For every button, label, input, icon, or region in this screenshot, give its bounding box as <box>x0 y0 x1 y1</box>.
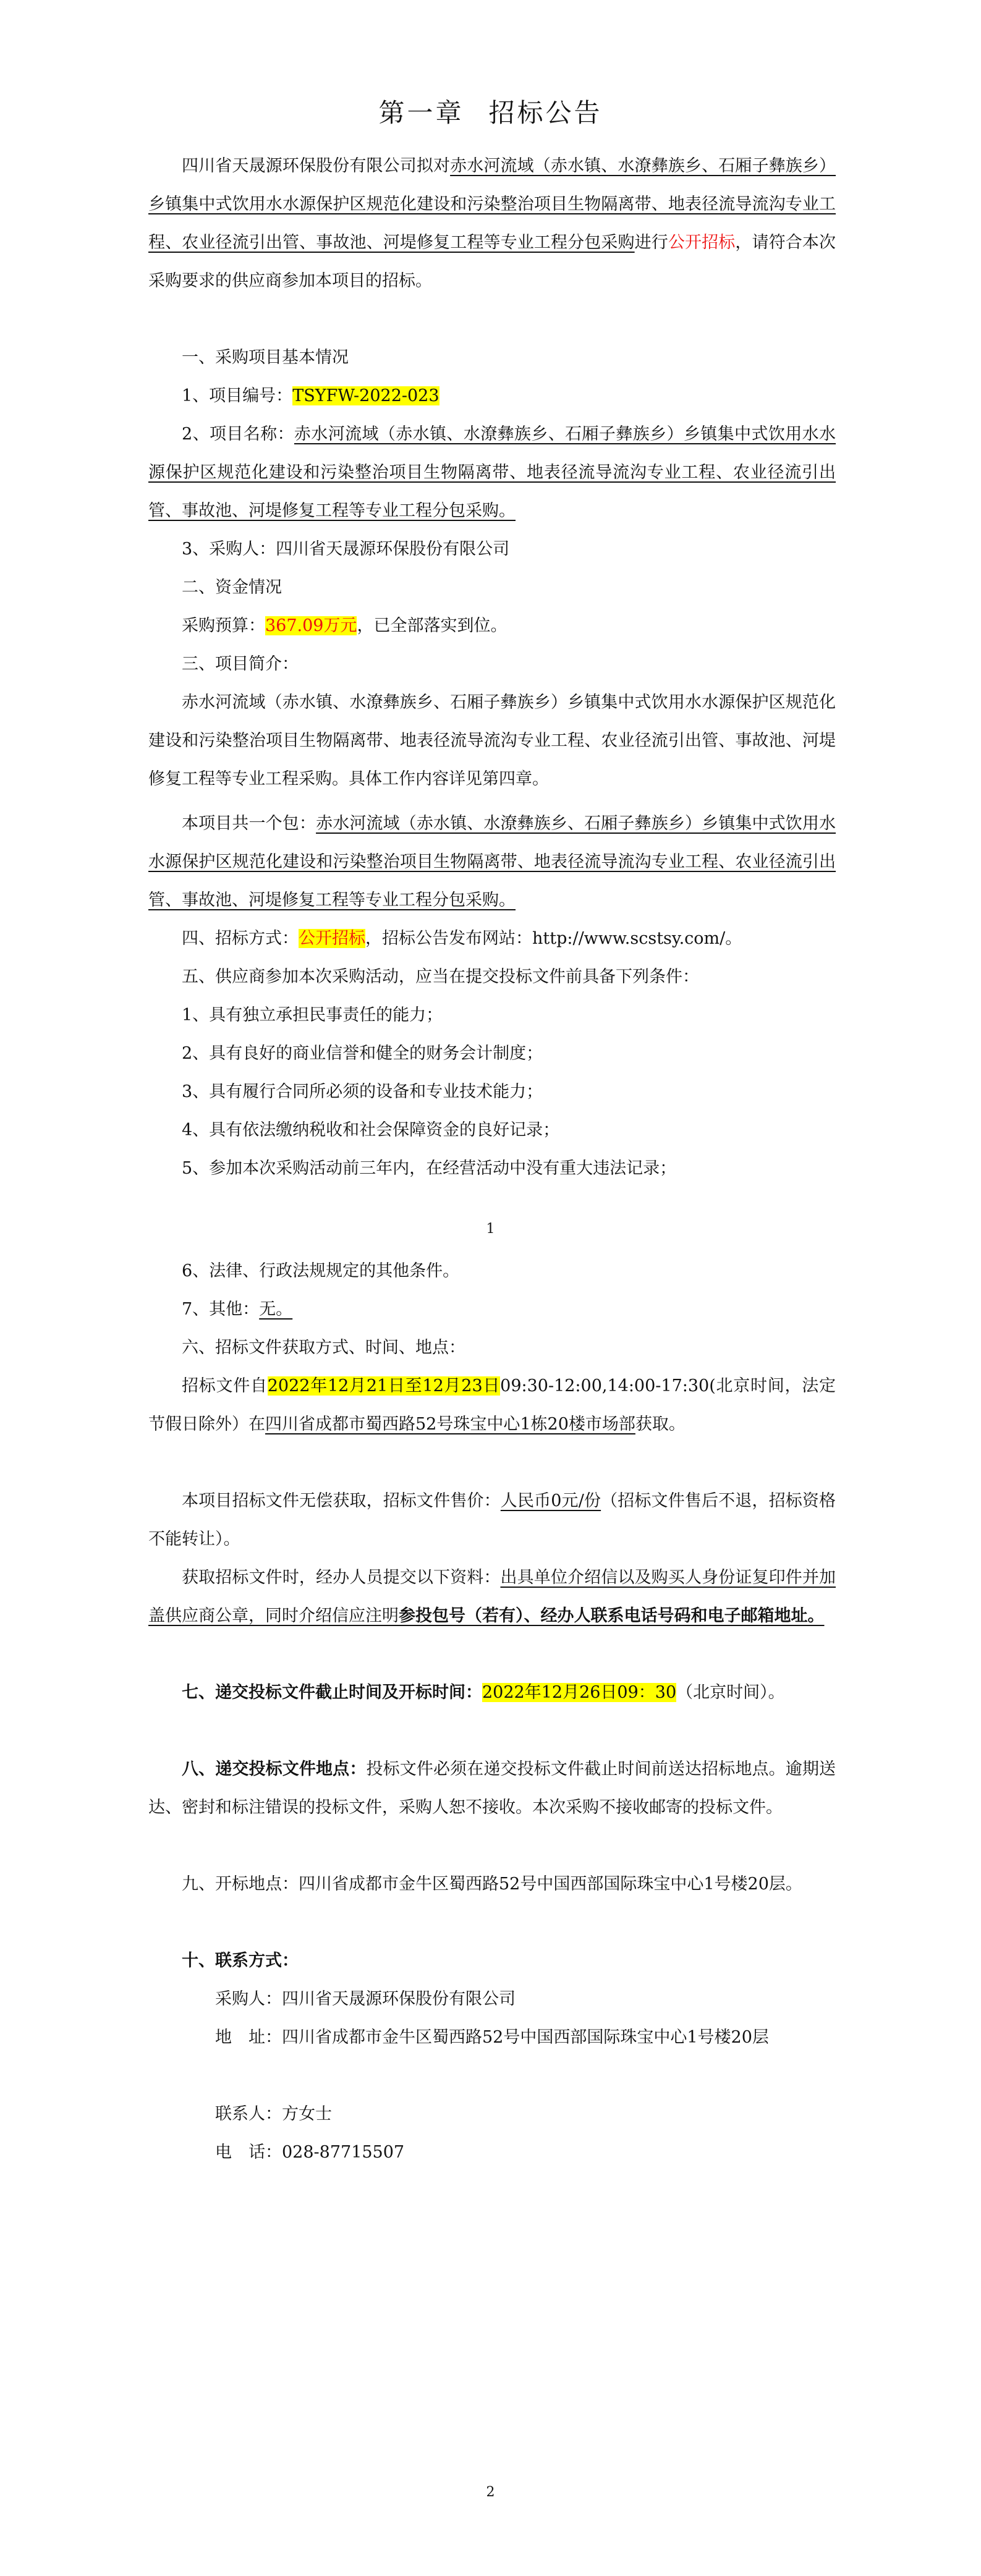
purchaser: 3、采购人：四川省天晟源环保股份有限公司 <box>182 540 510 559</box>
method-value: 公开招标 <box>299 929 365 948</box>
budget <box>148 607 836 645</box>
project-number-value: TSYFW-2022-023 <box>292 386 440 405</box>
doc-materials <box>148 1559 836 1635</box>
package-paragraph <box>148 805 836 920</box>
package-label: 本项目共一个包： <box>182 814 316 833</box>
section-1-heading: 一、采购项目基本情况 <box>182 348 349 367</box>
website-text: ，招标公告发布网站：http://www.scstsy.com/。 <box>365 929 742 948</box>
submit-place-label: 八、递交投标文件地点： <box>182 1760 367 1779</box>
intro-mid: 进行 <box>634 233 668 252</box>
page-title <box>0 93 981 130</box>
budget-label: 采购预算： <box>182 616 265 635</box>
package-name: 赤水河流域（赤水镇、水潦彝族乡、石厢子彝族乡）乡镇集中式饮用水水源保护区规范化建设和污染整治项目生物隔离带、地表径流导流沟专业工程、农业径流引出管、事故池、河堤修复工程等专业工程分包采购。 <box>148 814 836 910</box>
page-number-1: 1 <box>486 1221 495 1237</box>
contact-address: 地 址：四川省成都市金牛区蜀西路52号中国西部国际珠宝中心1号楼20层 <box>215 2028 769 2047</box>
project-name <box>148 415 836 530</box>
project-name-value: 赤水河流域（赤水镇、水潦彝族乡、石厢子彝族乡）乡镇集中式饮用水水源保护区规范化建设和污染整治项目生物隔离带、地表径流导流沟专业工程、农业径流引出管、事故池、河堤修复工程等专业工程分包采购。 <box>148 425 836 520</box>
doc-obtain-time <box>148 1367 836 1444</box>
project-number-label: 1、项目编号： <box>182 386 293 405</box>
title-chapter: 第一章 <box>378 98 464 128</box>
intro-project: 赤水河流域（赤水镇、水潦彝族乡、石厢子彝族乡）乡镇集中式饮用水水源保护区规范化建设和污染整治项目生物隔离带、地表径流导流沟专业工程、农业径流引出管、事故池、河堤修复工程等专业工程分包采购 <box>148 156 836 252</box>
doc-obtain-tail: 获取。 <box>635 1415 686 1434</box>
condition-item: 4、具有依法缴纳税收和社会保障资金的良好记录； <box>182 1121 560 1140</box>
doc-price-lead: 本项目招标文件无偿获取，招标文件售价： <box>182 1491 501 1510</box>
doc-materials-lead: 获取招标文件时，经办人员提交以下资料： <box>182 1568 501 1587</box>
condition-item: 3、具有履行合同所必须的设备和专业技术能力； <box>182 1082 543 1101</box>
budget-value: 367.09万元 <box>265 616 357 635</box>
deadline-label: 七、递交投标文件截止时间及开标时间： <box>182 1683 482 1702</box>
section-7 <box>148 1674 836 1712</box>
contact-phone: 电 话：028-87715507 <box>215 2143 405 2162</box>
page-number-2: 2 <box>486 2485 495 2500</box>
deadline-tail: （北京时间）。 <box>676 1683 785 1702</box>
doc-materials-list: 出具单位介绍信以及购买人身份证复印件并加盖供应商公章，同时介绍信应注明 <box>148 1568 836 1625</box>
section-9: 九、开标地点：四川省成都市金牛区蜀西路52号中国西部国际珠宝中心1号楼20层。 <box>182 1875 802 1894</box>
doc-price-value: 人民币0元/份 <box>500 1491 601 1510</box>
section-3-heading: 三、项目简介： <box>182 655 299 674</box>
doc-obtain-dates: 2022年12月21日至12月23日 <box>267 1376 501 1396</box>
title-text: 招标公告 <box>488 98 603 128</box>
deadline-value: 2022年12月26日09：30 <box>482 1683 677 1702</box>
project-number <box>148 377 836 415</box>
condition-item: 2、具有良好的商业信誉和健全的财务会计制度； <box>182 1044 543 1063</box>
project-name-label: 2、项目名称： <box>182 425 294 444</box>
budget-tail: ，已全部落实到位。 <box>357 616 507 635</box>
doc-price-tail: （招标文件售后不退，招标资格不能转让）。 <box>148 1491 836 1549</box>
intro-tail: ，请符合本次采购要求的供应商参加本项目的招标。 <box>148 233 836 290</box>
section-2-heading: 二、资金情况 <box>182 578 282 597</box>
condition-item-other <box>148 1290 836 1329</box>
section-8 <box>148 1750 836 1827</box>
other-label: 7、其他： <box>182 1300 260 1319</box>
method-label: 四、招标方式： <box>182 929 299 948</box>
doc-obtain-place: 四川省成都市蜀西路52号珠宝中心1栋20楼市场部 <box>265 1415 635 1434</box>
other-value: 无。 <box>259 1300 293 1319</box>
condition-item: 1、具有独立承担民事责任的能力； <box>182 1006 443 1025</box>
intro-lead: 四川省天晟源环保股份有限公司拟对 <box>182 156 451 176</box>
submit-place-text: 投标文件必须在递交投标文件截止时间前送达招标地点。逾期送达、密封和标注错误的投标文件，采购人恕不接收。本次采购不接收邮寄的投标文件。 <box>148 1760 836 1817</box>
project-summary: 赤水河流域（赤水镇、水潦彝族乡、石厢子彝族乡）乡镇集中式饮用水水源保护区规范化建设和污染整治项目生物隔离带、地表径流导流沟专业工程、农业径流引出管、事故池、河堤修复工程等专业工程采购。具体工作内容详见第四章。 <box>148 693 836 789</box>
section-10-heading: 十、联系方式： <box>182 1951 299 1970</box>
condition-item: 5、参加本次采购活动前三年内，在经营活动中没有重大违法记录； <box>182 1159 677 1178</box>
section-5-heading: 五、供应商参加本次采购活动，应当在提交投标文件前具备下列条件： <box>182 967 699 986</box>
contact-person: 联系人：方女士 <box>215 2104 332 2124</box>
intro-paragraph <box>148 147 836 300</box>
intro-method: 公开招标 <box>668 233 736 252</box>
doc-price <box>148 1482 836 1559</box>
contact-purchaser: 采购人：四川省天晟源环保股份有限公司 <box>215 1989 516 2009</box>
section-6-heading: 六、招标文件获取方式、时间、地点： <box>182 1338 465 1357</box>
doc-materials-note: 参投包号（若有）、经办人联系电话号码和电子邮箱地址。 <box>399 1606 825 1625</box>
doc-obtain-hours: 09:30-12:00,14:00-17:30(北京时间，法定节假日除外）在 <box>148 1376 836 1434</box>
doc-obtain-lead: 招标文件自 <box>182 1376 268 1396</box>
section-4 <box>148 920 836 958</box>
condition-item: 6、法律、行政法规规定的其他条件。 <box>182 1261 460 1281</box>
